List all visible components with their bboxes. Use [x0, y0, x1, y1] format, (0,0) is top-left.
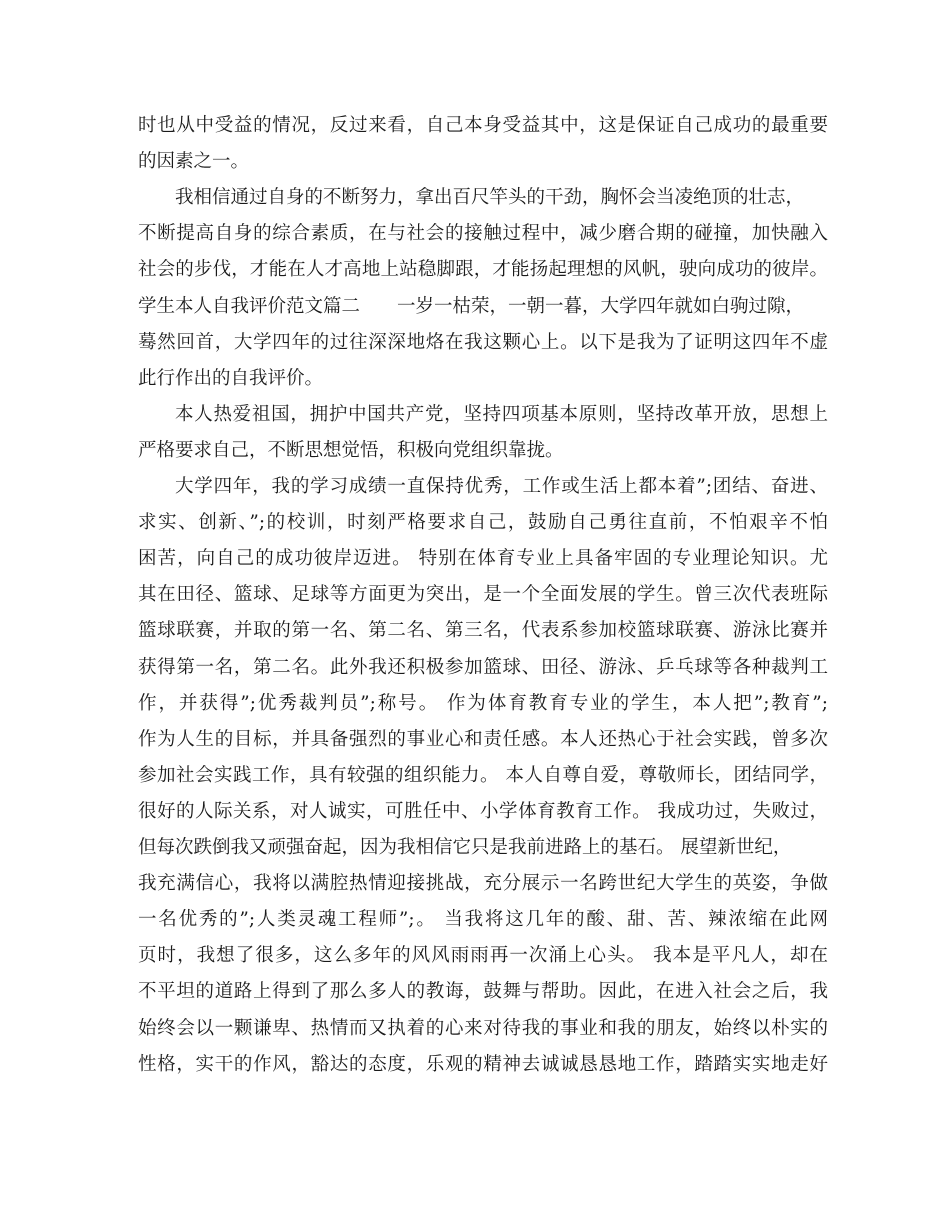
text-line: 一名优秀的”;人类灵魂工程师”;。 当我将这几年的酸、甜、苦、辣浓缩在此网 — [138, 909, 828, 931]
text-line: 此行作出的自我评价。 — [138, 367, 324, 389]
text-line: 作为人生的目标，并具备强烈的事业心和责任感。本人还热心于社会实践，曾多次 — [138, 728, 828, 750]
text-line: 但每次跌倒我又顽强奋起，因为我相信它只是我前进路上的基石。 展望新世纪， — [138, 837, 792, 858]
text-line: 社会的步伐，才能在人才高地上站稳脚跟，才能扬起理想的风帆，驶向成功的彼岸。 — [138, 259, 828, 281]
text-line: 篮球联赛，并取的第一名、第二名、第三名，代表系参加校篮球联赛、游泳比赛并 — [138, 620, 828, 642]
text-line: 不断提高自身的综合素质，在与社会的接触过程中，减少磨合期的碰撞，加快融入 — [138, 223, 828, 245]
text-line: 很好的人际关系，对人诚实，可胜任中、小学体育教育工作。 我成功过，失败过， — [138, 800, 828, 822]
text-line: 困苦，向自己的成功彼岸迈进。 特别在体育专业上具备牢固的专业理论知识。尤 — [138, 548, 828, 570]
text-line: 页时，我想了很多，这么多年的风风雨雨再一次涌上心头。 我本是平凡人，却在 — [138, 945, 828, 967]
text-line: 性格，实干的作风，豁达的态度，乐观的精神去诚诚恳恳地工作，踏踏实实地走好 — [138, 1053, 828, 1075]
text-line: 我充满信心，我将以满腔热情迎接挑战，充分展示一名跨世纪大学生的英姿，争做 — [138, 873, 828, 895]
text-line: 的因素之一。 — [138, 151, 250, 173]
text-line: 作，并获得”;优秀裁判员”;称号。 作为体育教育专业的学生，本人把”;教育”; — [138, 692, 828, 714]
text-line: 严格要求自己，不断思想觉悟，积极向党组织靠拢。 — [138, 439, 564, 461]
text-line: 我相信通过自身的不断努力，拿出百尺竿头的干劲，胸怀会当凌绝顶的壮志， — [175, 187, 805, 209]
text-line: 始终会以一颗谦卑、热情而又执着的心来对待我的事业和我的朋友，始终以朴实的 — [138, 1017, 828, 1039]
text-line: 学生本人自我评价范文篇二 一岁一枯荣，一朝一暮，大学四年就如白驹过隙， — [138, 295, 805, 317]
text-line: 参加社会实践工作，具有较强的组织能力。 本人自尊自爱，尊敬师长，团结同学， — [138, 764, 828, 786]
text-line: 本人热爱祖国，拥护中国共产党，坚持四项基本原则，坚持改革开放，思想上 — [175, 403, 828, 425]
text-line: 大学四年，我的学习成绩一直保持优秀，工作或生活上都本着”;团结、奋进、 — [175, 476, 828, 497]
text-line: 求实、创新、”;的校训，时刻严格要求自己，鼓励自己勇往直前，不怕艰辛不怕 — [138, 512, 828, 534]
text-line: 获得第一名，第二名。此外我还积极参加篮球、田径、游泳、乒乓球等各种裁判工 — [138, 656, 828, 678]
text-line: 时也从中受益的情况，反过来看，自己本身受益其中，这是保证自己成功的最重要 — [138, 115, 828, 136]
text-line: 其在田径、篮球、足球等方面更为突出，是一个全面发展的学生。曾三次代表班际 — [138, 584, 828, 606]
text-line: 蓦然回首，大学四年的过往深深地烙在我这颗心上。以下是我为了证明这四年不虚 — [138, 331, 828, 353]
text-line: 不平坦的道路上得到了那么多人的教诲，鼓舞与帮助。因此，在进入社会之后，我 — [138, 981, 828, 1003]
